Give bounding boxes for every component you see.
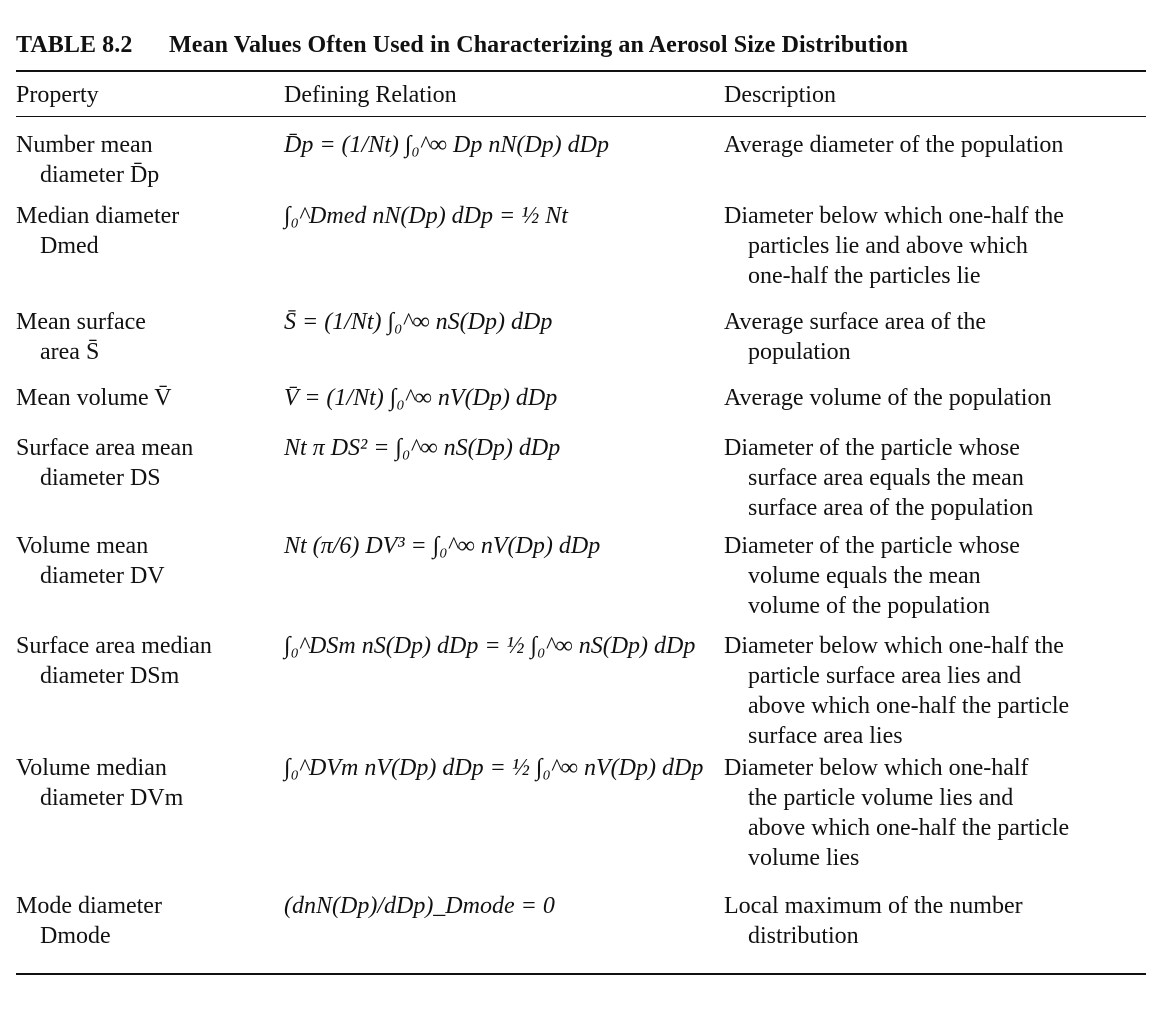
table-row [16, 307, 1146, 383]
header-relation: Defining Relation [284, 82, 457, 108]
description-line: one-half the particles lie [748, 263, 981, 289]
header-row [16, 72, 1146, 116]
header-rule [16, 116, 1146, 117]
relation-cell: D̄p = (1/Nt) ∫₀^∞ Dp nN(Dp) dDp [284, 132, 609, 158]
description-line: above which one-half the particle [748, 693, 1070, 719]
property-cell [16, 130, 278, 190]
description-line: surface area of the population [748, 495, 1034, 521]
property-line: diameter DVm [40, 785, 184, 811]
relation-cell: S̄ = (1/Nt) ∫₀^∞ nS(Dp) dDp [284, 309, 553, 335]
relation-cell: Nt π DS² = ∫₀^∞ nS(Dp) dDp [284, 435, 561, 461]
description-line: Average diameter of the population [724, 132, 1064, 158]
property-line: Number mean [16, 132, 153, 158]
table-row [16, 531, 1146, 631]
relation-cell: ∫₀^DSm nS(Dp) dDp = ½ ∫₀^∞ nS(Dp) dDp [284, 633, 696, 659]
description-line: Local maximum of the number [724, 893, 1023, 919]
description-cell [724, 130, 1149, 160]
description-line: Diameter of the particle whose [724, 435, 1020, 461]
property-cell [16, 891, 278, 951]
relation-cell: (dnN(Dp)/dDp)_Dmode = 0 [284, 893, 555, 919]
description-line: surface area equals the mean [748, 465, 1024, 491]
description-cell [724, 531, 1149, 621]
description-line: Average surface area of the [724, 309, 987, 335]
property-line: diameter DS [40, 465, 161, 491]
description-line: particles lie and above which [748, 233, 1028, 259]
description-cell [724, 307, 1149, 367]
description-line: volume of the population [748, 593, 990, 619]
description-line: volume equals the mean [748, 563, 981, 589]
table-title: Mean Values Often Used in Characterizing an Aerosol Size Distribution [169, 32, 909, 58]
table-number: TABLE 8.2 [16, 32, 133, 58]
description-cell [724, 753, 1149, 873]
property-line: Surface area median [16, 633, 212, 659]
description-line: surface area lies [748, 723, 903, 749]
description-line: population [748, 339, 851, 365]
property-cell [16, 631, 278, 691]
table-row [16, 871, 1146, 949]
table-row [16, 201, 1146, 307]
property-cell [16, 201, 278, 261]
property-line: Mean surface [16, 309, 146, 335]
property-line: diameter DV [40, 563, 165, 589]
description-line: volume lies [748, 845, 860, 871]
property-cell [16, 753, 278, 813]
property-cell [16, 531, 278, 591]
property-line: diameter D̄p [40, 162, 160, 188]
table-row [16, 753, 1146, 871]
table-row [16, 631, 1146, 753]
table-row [16, 433, 1146, 531]
property-line: Surface area mean [16, 435, 194, 461]
relation-cell: V̄ = (1/Nt) ∫₀^∞ nV(Dp) dDp [284, 385, 558, 411]
table-row [16, 130, 1146, 201]
description-line: above which one-half the particle [748, 815, 1070, 841]
header-property: Property [16, 82, 99, 108]
table-page [16, 30, 1146, 975]
property-cell [16, 433, 278, 493]
description-cell [724, 383, 1149, 413]
description-cell [724, 433, 1149, 523]
table-row [16, 383, 1146, 433]
table-caption [16, 30, 1146, 60]
description-line: distribution [748, 923, 859, 949]
property-line: Mode diameter [16, 893, 162, 919]
relation-cell: ∫₀^Dmed nN(Dp) dDp = ½ Nt [284, 203, 568, 229]
description-line: Diameter below which one-half [724, 755, 1029, 781]
description-cell [724, 891, 1149, 951]
header-description: Description [724, 82, 836, 108]
description-cell [724, 631, 1149, 751]
relation-cell: Nt (π/6) DV³ = ∫₀^∞ nV(Dp) dDp [284, 533, 601, 559]
description-line: the particle volume lies and [748, 785, 1014, 811]
relation-cell: ∫₀^DVm nV(Dp) dDp = ½ ∫₀^∞ nV(Dp) dDp [284, 755, 704, 781]
property-cell [16, 383, 278, 413]
description-line: particle surface area lies and [748, 663, 1022, 689]
property-cell [16, 307, 278, 367]
description-line: Average volume of the population [724, 385, 1052, 411]
property-line: Mean volume V̄ [16, 385, 172, 411]
property-line: Dmode [40, 923, 111, 949]
description-line: Diameter of the particle whose [724, 533, 1020, 559]
description-cell [724, 201, 1149, 291]
description-line: Diameter below which one-half the [724, 203, 1064, 229]
description-line: Diameter below which one-half the [724, 633, 1064, 659]
bottom-rule [16, 973, 1146, 975]
property-line: Volume mean [16, 533, 149, 559]
property-line: diameter DSm [40, 663, 180, 689]
property-line: area S̄ [40, 339, 100, 365]
property-line: Dmed [40, 233, 99, 259]
property-line: Median diameter [16, 203, 180, 229]
property-line: Volume median [16, 755, 167, 781]
